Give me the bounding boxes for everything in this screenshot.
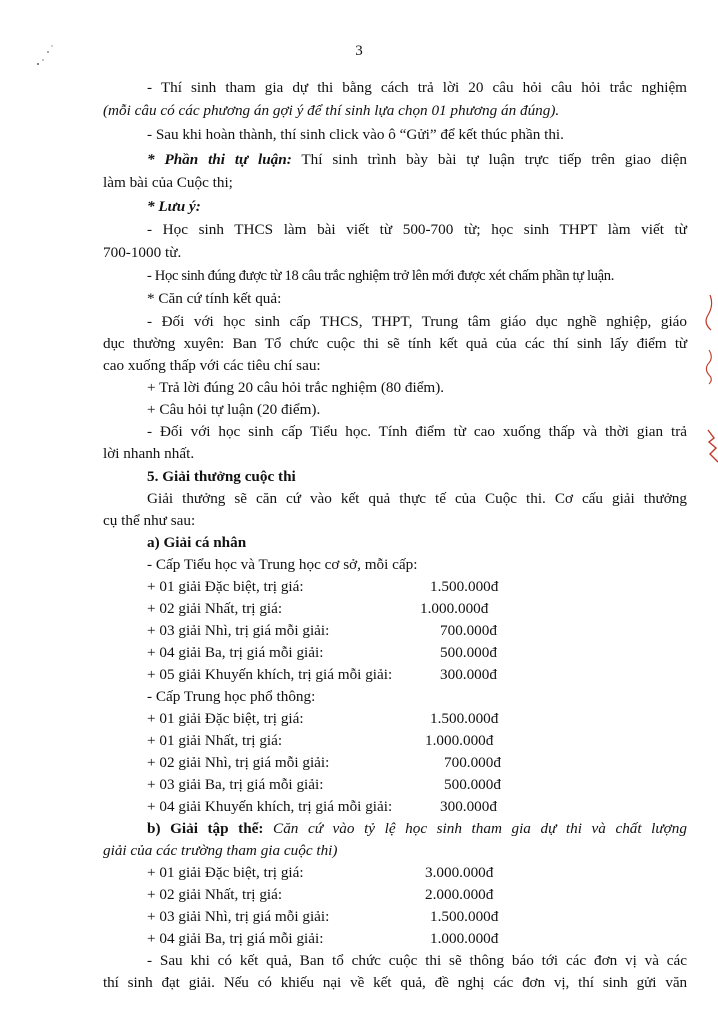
note-heading: * Lưu ý: [147,198,201,215]
prize-amount: 1.500.000đ [430,578,499,595]
prize-amount: 1.000.000đ [430,930,499,947]
prize-amount: 700.000đ [440,622,497,639]
handwritten-margin-mark [700,290,718,480]
prize-amount: 1.500.000đ [430,710,499,727]
prize-label: + 03 giải Nhì, trị giá mỗi giải: [147,622,330,639]
essay-section-text: Thí sinh trình bày bài tự luận trực tiếp trên giao diện [291,151,687,168]
prize-label: + 05 giải Khuyến khích, trị giá mỗi giải: [147,666,393,683]
paragraph-line-italic: (mỗi câu có các phương án gợi ý để thí sinh lựa chọn 01 phương án đúng). [103,102,560,119]
prize-label: + 01 giải Nhất, trị giá: [147,732,283,749]
group-prize-line [147,819,687,839]
paragraph-line: - Sau khi có kết quả, Ban tổ chức cuộc thi sẽ thông báo tới các đơn vị và các [147,952,687,969]
group-prize-note: Căn cứ vào tỷ lệ học sinh tham gia dự thi và chất lượng [263,820,687,837]
prize-amount: 2.000.000đ [425,886,494,903]
subsection-heading: a) Giải cá nhân [147,534,247,551]
paragraph-line-italic: giải của các trường tham gia cuộc thi) [103,842,338,859]
paragraph-line: cao xuống thấp với các tiêu chí sau: [103,357,321,374]
prize-label: + 01 giải Đặc biệt, trị giá: [147,864,304,881]
prize-label: + 02 giải Nhất, trị giá: [147,600,283,617]
section-heading: 5. Giải thưởng cuộc thi [147,468,296,485]
prize-amount: 500.000đ [440,644,497,661]
paragraph-line: dục thường xuyên: Ban Tổ chức cuộc thi sẽ tính kết quả của các thí sinh lấy điểm từ [103,335,687,352]
paragraph-line: * Căn cứ tính kết quả: [147,290,282,307]
paragraph-line: Giải thưởng sẽ căn cứ vào kết quả thực tế của Cuộc thi. Cơ cấu giải thưởng [147,490,687,507]
prize-label: + 03 giải Ba, trị giá mỗi giải: [147,776,324,793]
level-heading: - Cấp Tiểu học và Trung học cơ sở, mỗi cấp: [147,556,418,573]
prize-amount: 300.000đ [440,798,497,815]
paragraph-line: - Đối với học sinh cấp THCS, THPT, Trung tâm giáo dục nghề nghiệp, giáo [147,313,687,330]
paragraph-line: cụ thể như sau: [103,512,196,529]
page-number: 3 [355,43,363,59]
paragraph-line: - Đối với học sinh cấp Tiểu học. Tính điểm từ cao xuống thấp và thời gian trả [147,423,687,440]
prize-label: + 03 giải Nhì, trị giá mỗi giải: [147,908,330,925]
paragraph-line: - Thí sinh tham gia dự thi bằng cách trả lời 20 câu hỏi câu hỏi trắc nghiệm [147,79,687,96]
prize-label: + 02 giải Nhì, trị giá mỗi giải: [147,754,330,771]
prize-amount: 700.000đ [444,754,501,771]
prize-amount: 300.000đ [440,666,497,683]
paragraph-line: làm bài của Cuộc thi; [103,174,233,191]
prize-label: + 01 giải Đặc biệt, trị giá: [147,578,304,595]
prize-label: + 04 giải Ba, trị giá mỗi giải: [147,644,324,661]
prize-amount: 1.000.000đ [420,600,489,617]
prize-amount: 1.500.000đ [430,908,499,925]
prize-label: + 01 giải Đặc biệt, trị giá: [147,710,304,727]
criteria-item: + Câu hỏi tự luận (20 điểm). [147,401,321,418]
level-heading: - Cấp Trung học phổ thông: [147,688,316,705]
prize-amount: 500.000đ [444,776,501,793]
paragraph-line: thí sinh đạt giải. Nếu có khiếu nại về kết quả, đề nghị các đơn vị, thí sinh gửi văn [103,974,687,991]
prize-amount: 1.000.000đ [425,732,494,749]
essay-section-heading: * Phần thi tự luận: [147,151,292,168]
group-prize-heading: b) Giải tập thể: [147,820,264,837]
paragraph-line: - Học sinh đúng được từ 18 câu trắc nghiệm trở lên mới được xét chấm phần tự luận. [147,268,615,284]
prize-label: + 04 giải Khuyến khích, trị giá mỗi giải: [147,798,393,815]
criteria-item: + Trả lời đúng 20 câu hỏi trắc nghiệm (80 điểm). [147,379,445,396]
prize-amount: 3.000.000đ [425,864,494,881]
essay-section-line [147,150,687,170]
prize-label: + 02 giải Nhất, trị giá: [147,886,283,903]
prize-label: + 04 giải Ba, trị giá mỗi giải: [147,930,324,947]
paragraph-line: - Học sinh THCS làm bài viết từ 500-700 từ; học sinh THPT làm viết từ [147,221,687,238]
paragraph-line: - Sau khi hoàn thành, thí sinh click vào ô “Gửi” để kết thúc phần thi. [147,126,564,143]
paragraph-line: lời nhanh nhất. [103,445,195,462]
paragraph-line: 700-1000 từ. [103,244,182,261]
